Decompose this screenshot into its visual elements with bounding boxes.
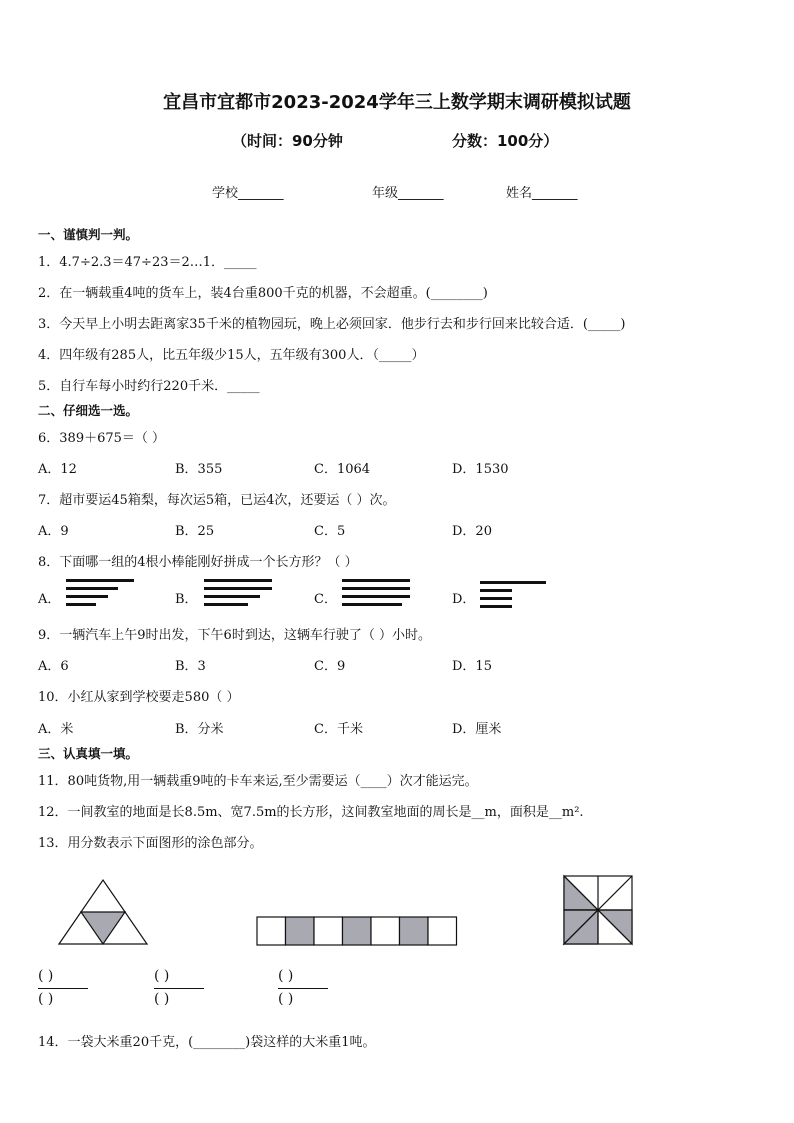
fraction-1-bar: [38, 988, 88, 989]
stick-b4: [204, 603, 248, 606]
q8-option-d[interactable]: D．: [452, 592, 476, 607]
stick-d1: [480, 581, 546, 584]
q6-option-d[interactable]: D．1530: [452, 462, 509, 477]
triangle-figure: [56, 878, 154, 948]
q9-option-d[interactable]: D．15: [452, 659, 492, 674]
stick-d4: [480, 605, 512, 608]
stick-b3: [204, 595, 260, 598]
q7-option-c[interactable]: C．5: [314, 524, 346, 539]
page-title: 宜昌市宜都市2023-2024学年三上数学期末调研模拟试题: [163, 92, 631, 113]
stick-a3: [66, 595, 108, 598]
q7-option-a[interactable]: A．9: [38, 524, 69, 539]
fraction-1-numerator[interactable]: ( ): [38, 968, 54, 984]
question-10: 10．小红从家到学校要走580（ ）: [38, 690, 240, 705]
fraction-2-bar: [154, 988, 204, 989]
q9-option-c[interactable]: C．9: [314, 659, 346, 674]
section-2-heading: 二、仔细选一选。: [38, 403, 139, 418]
question-5: 5．自行车每小时约行220千米．_____: [38, 379, 260, 394]
strip-cell-shaded: [343, 917, 372, 945]
question-1: 1．4.7÷2.3＝47÷23＝2…1．_____: [38, 255, 257, 270]
stick-d3: [480, 597, 512, 600]
q6-option-c[interactable]: C．1064: [314, 462, 371, 477]
q7-option-b[interactable]: B．25: [175, 524, 215, 539]
q9-option-b[interactable]: B．3: [175, 659, 206, 674]
question-2: 2．在一辆载重4吨的货车上，装4台重800千克的机器，不会超重。(________): [38, 286, 488, 301]
stick-b1: [204, 579, 272, 582]
q9-option-a[interactable]: A．6: [38, 659, 69, 674]
strip-figure: [256, 915, 460, 947]
question-12: 12．一间教室的地面是长8.5m、宽7.5m的长方形，这间教室地面的周长是__m，面积是__m².: [38, 805, 584, 820]
question-6: 6．389＋675＝（ ）: [38, 431, 166, 446]
strip-cell-shaded: [400, 917, 429, 945]
q10-option-a[interactable]: A．米: [38, 722, 74, 737]
exam-time: （时间：90分钟: [232, 132, 343, 150]
section-1-heading: 一、谨慎判一判。: [38, 227, 139, 242]
fraction-3-denominator[interactable]: ( ): [278, 991, 294, 1007]
stick-d2: [480, 589, 512, 592]
question-7: 7．超市要运45箱梨，每次运5箱，已运4次，还要运（ ）次。: [38, 493, 396, 508]
exam-score: 分数：100分）: [452, 132, 559, 150]
grade-field[interactable]: 年级_______: [372, 186, 444, 201]
fraction-3-numerator[interactable]: ( ): [278, 968, 294, 984]
stick-c2: [342, 587, 410, 590]
q6-option-b[interactable]: B．355: [175, 462, 223, 477]
stick-a2: [66, 587, 118, 590]
stick-c3: [342, 595, 410, 598]
question-9: 9．一辆汽车上午9时出发，下午6时到达，这辆车行驶了（ ）小时。: [38, 628, 431, 643]
question-4: 4．四年级有285人，比五年级少15人，五年级有300人．（_____）: [38, 348, 425, 363]
q8-option-c[interactable]: C．: [314, 592, 337, 607]
question-14: 14．一袋大米重20千克，(________)袋这样的大米重1吨。: [38, 1035, 376, 1050]
stick-a1: [66, 579, 134, 582]
stick-c1: [342, 579, 410, 582]
stick-b2: [204, 587, 272, 590]
fraction-1-denominator[interactable]: ( ): [38, 991, 54, 1007]
q10-option-d[interactable]: D．厘米: [452, 722, 502, 737]
stick-a4: [66, 603, 96, 606]
question-3: 3．今天早上小明去距离家35千米的植物园玩，晚上必须回家．他步行去和步行回来比较合适．(_____): [38, 317, 626, 332]
question-13: 13．用分数表示下面图形的涂色部分。: [38, 836, 263, 851]
school-field[interactable]: 学校_______: [212, 186, 284, 201]
q8-option-b[interactable]: B．: [175, 592, 198, 607]
q10-option-b[interactable]: B．分米: [175, 722, 224, 737]
question-11: 11．80吨货物,用一辆载重9吨的卡车来运,至少需要运（____）次才能运完。: [38, 774, 478, 789]
fraction-2-numerator[interactable]: ( ): [154, 968, 170, 984]
name-field[interactable]: 姓名_______: [506, 186, 578, 201]
stick-groups-figure: [60, 576, 560, 616]
q8-option-a[interactable]: A．: [38, 592, 61, 607]
strip-cell-shaded: [286, 917, 315, 945]
fraction-3-bar: [278, 988, 328, 989]
q10-option-c[interactable]: C．千米: [314, 722, 363, 737]
stick-c4: [342, 603, 402, 606]
square-figure: [562, 874, 636, 948]
q6-option-a[interactable]: A．12: [38, 462, 77, 477]
section-3-heading: 三、认真填一填。: [38, 746, 139, 761]
fraction-2-denominator[interactable]: ( ): [154, 991, 170, 1007]
question-8: 8．下面哪一组的4根小棒能刚好拼成一个长方形？（ ）: [38, 555, 358, 570]
q7-option-d[interactable]: D．20: [452, 524, 492, 539]
